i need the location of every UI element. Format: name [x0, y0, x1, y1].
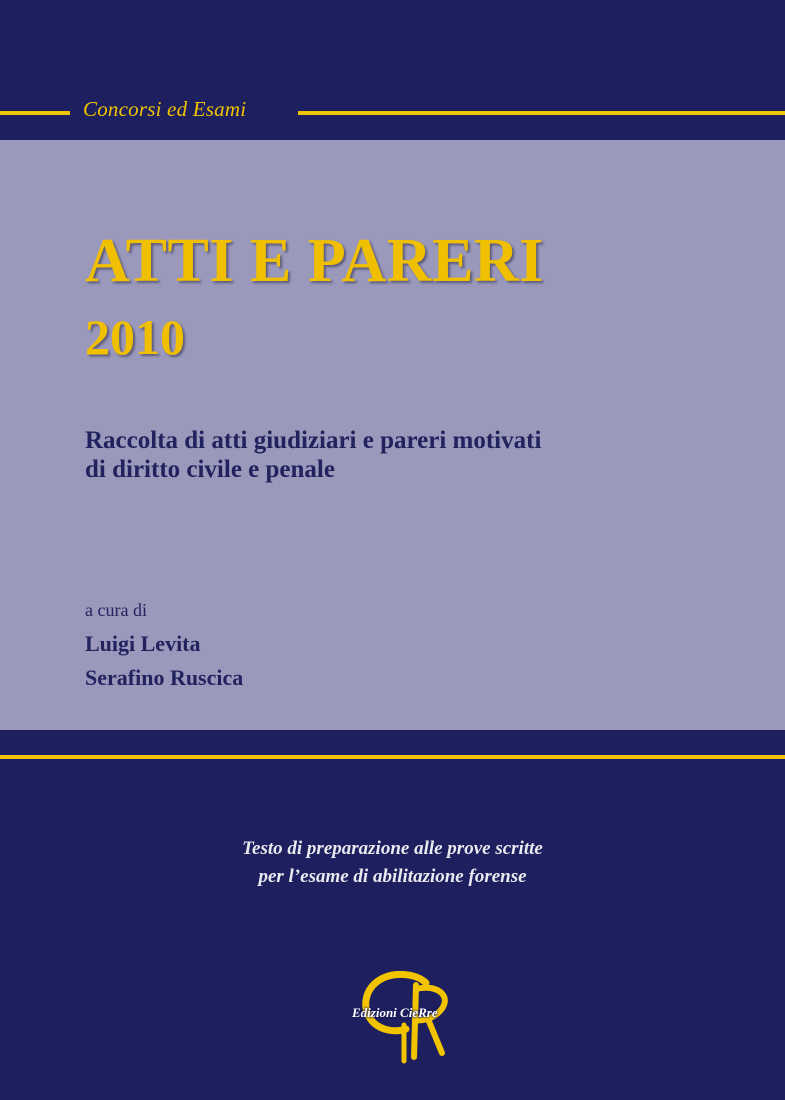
- editors-label: a cura di: [85, 600, 147, 620]
- book-title: ATTI E PARERI: [85, 227, 544, 295]
- subtitle-line-2: di diritto civile e penale: [85, 456, 335, 483]
- editor-name: Serafino Ruscica: [85, 665, 244, 690]
- series-band: [0, 0, 785, 140]
- book-subtitle: [85, 426, 541, 484]
- series-title: Concorsi ed Esami: [83, 97, 247, 121]
- book-year: 2010: [85, 309, 185, 365]
- subtitle-line-1: Raccolta di atti giudiziari e pareri motivati: [85, 427, 542, 454]
- lower-gold-rule: [0, 755, 785, 759]
- series-rule-left: [0, 111, 70, 115]
- title-panel: [0, 140, 785, 730]
- series-rule-right: [298, 111, 785, 115]
- tagline-line-2: per l’esame di abilitazione forense: [258, 866, 527, 887]
- publisher-name: Edizioni CieRre: [352, 1005, 438, 1020]
- tagline-line-1: Testo di preparazione alle prove scritte: [242, 838, 543, 859]
- editor-name: Luigi Levita: [85, 631, 201, 656]
- tagline: [0, 835, 785, 891]
